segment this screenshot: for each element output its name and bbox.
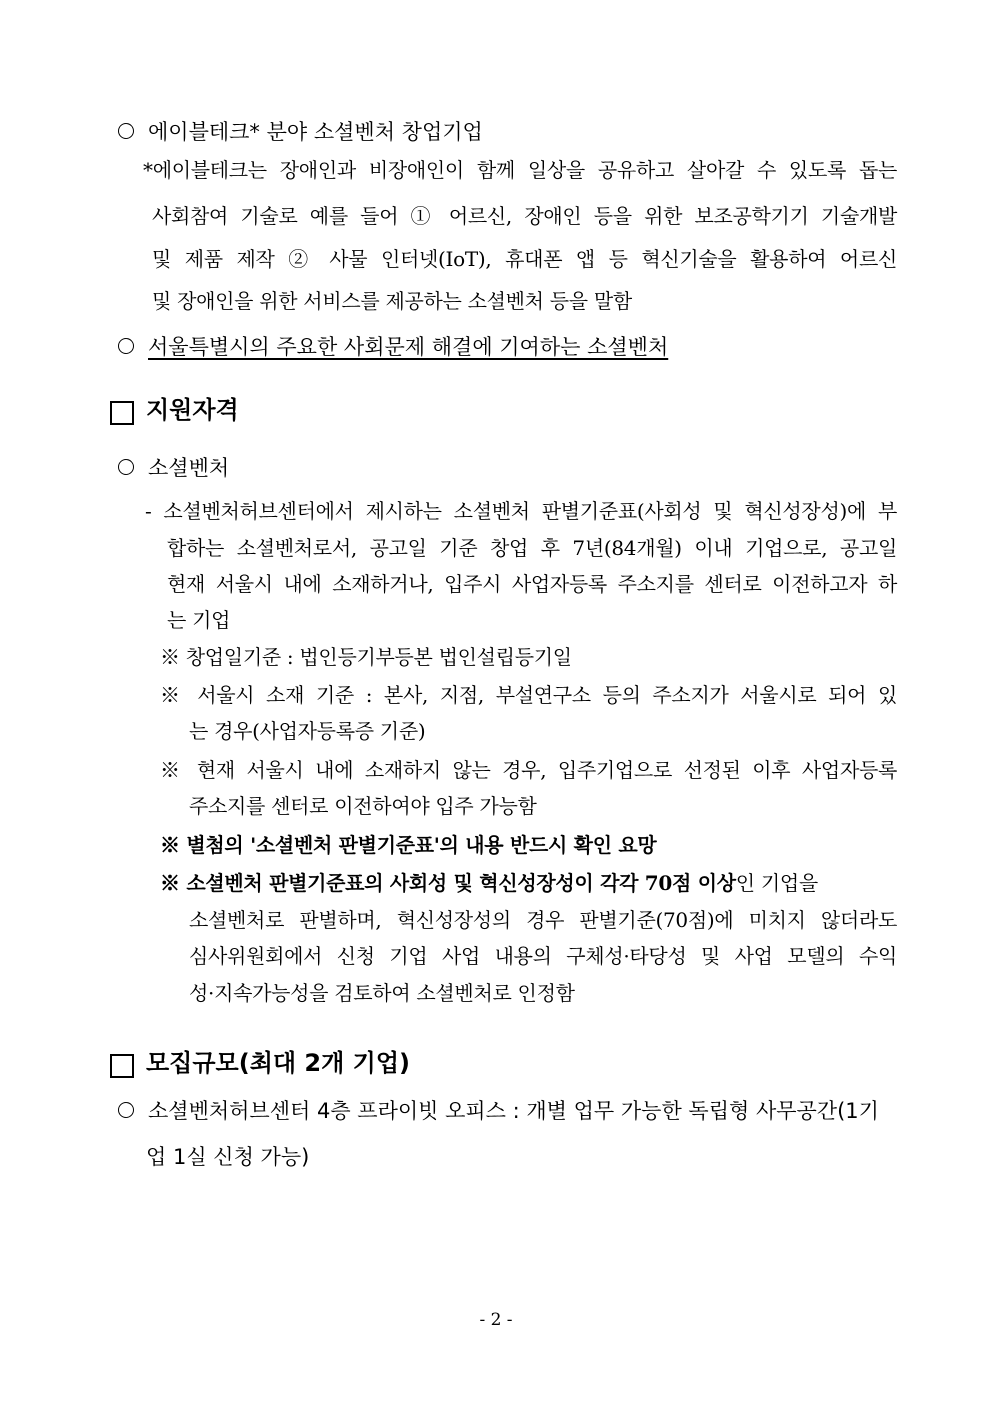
checkbox-square-icon bbox=[110, 401, 134, 425]
footnote-line: 및 장애인을 위한 서비스를 제공하는 소셜벤처 등을 말함 bbox=[152, 289, 632, 313]
note-line-important: ※ 별첨의 '소셜벤처 판별기준표'의 내용 반드시 확인 요망 bbox=[160, 833, 657, 857]
circle-bullet-icon bbox=[118, 1102, 134, 1118]
dash-line: 합하는 소셜벤처로서, 공고일 기준 창업 후 7년(84개월) 이내 기업으로, 공고일 bbox=[167, 536, 897, 560]
note-line bbox=[160, 869, 818, 897]
note-line: ※ 현재 서울시 내에 소재하지 않는 경우, 입주기업으로 선정된 이후 사업자등록 bbox=[160, 758, 897, 782]
checkbox-square-icon bbox=[110, 1054, 134, 1078]
item-text: 소셜벤처허브센터 4층 프라이빗 오피스 : 개별 업무 가능한 독립형 사무공간(1기 bbox=[148, 1099, 879, 1123]
note-bold-part: ※ 소셜벤처 판별기준표의 사회성 및 혁신성장성이 각각 70점 이상 bbox=[160, 871, 736, 895]
item-title: 소셜벤처 bbox=[148, 456, 230, 480]
dash-line: 는 기업 bbox=[167, 608, 231, 632]
footnote-line: 사회참여 기술로 예를 들어 ① 어르신, 장애인 등을 위한 보조공학기기 기술개발 bbox=[152, 204, 897, 228]
note-rest-part: 인 기업을 bbox=[735, 871, 818, 895]
footnote-line: *에이블테크는 장애인과 비장애인이 함께 일상을 공유하고 살아갈 수 있도록 돕는 bbox=[143, 158, 897, 182]
circle-bullet-icon bbox=[118, 123, 134, 139]
list-item-seoul-social-problem bbox=[118, 333, 668, 361]
section-heading: 모집규모(최대 2개 기업) bbox=[146, 1049, 411, 1077]
item-text-continued: 업 1실 신청 가능) bbox=[146, 1145, 310, 1169]
note-line: 는 경우(사업자등록증 기준) bbox=[189, 719, 426, 743]
list-item-private-office bbox=[118, 1097, 897, 1125]
dash-line: - 소셜벤처허브센터에서 제시하는 소셜벤처 판별기준표(사회성 및 혁신성장성)에 부 bbox=[145, 499, 897, 523]
list-item-abletech bbox=[118, 118, 483, 146]
section-heading: 지원자격 bbox=[146, 396, 239, 424]
note-line: ※ 창업일기준 : 법인등기부등본 법인설립등기일 bbox=[160, 645, 572, 669]
circle-bullet-icon bbox=[118, 459, 134, 475]
note-line: 심사위원회에서 신청 기업 사업 내용의 구체성·타당성 및 사업 모델의 수익 bbox=[189, 944, 897, 968]
circle-bullet-icon bbox=[118, 338, 134, 354]
list-item-social-venture bbox=[118, 454, 229, 482]
note-line: ※ 서울시 소재 기준 : 본사, 지점, 부설연구소 등의 주소지가 서울시로 되어 있 bbox=[160, 683, 897, 707]
item-title: 에이블테크* 분야 소셜벤처 창업기업 bbox=[148, 120, 483, 144]
footnote-line: 및 제품 제작 ② 사물 인터넷(IoT), 휴대폰 앱 등 혁신기술을 활용하여 어르신 bbox=[152, 247, 897, 271]
note-line: 주소지를 센터로 이전하여야 입주 가능함 bbox=[189, 794, 537, 818]
note-line: 성·지속가능성을 검토하여 소셜벤처로 인정함 bbox=[189, 981, 575, 1005]
page-number: - 2 - bbox=[479, 1310, 513, 1330]
dash-line: 현재 서울시 내에 소재하거나, 입주시 사업자등록 주소지를 센터로 이전하고자 하 bbox=[167, 572, 897, 596]
item-title: 서울특별시의 주요한 사회문제 해결에 기여하는 소셜벤처 bbox=[148, 335, 669, 359]
note-line: 소셜벤처로 판별하며, 혁신성장성의 경우 판별기준(70점)에 미치지 않더라도 bbox=[189, 908, 897, 932]
